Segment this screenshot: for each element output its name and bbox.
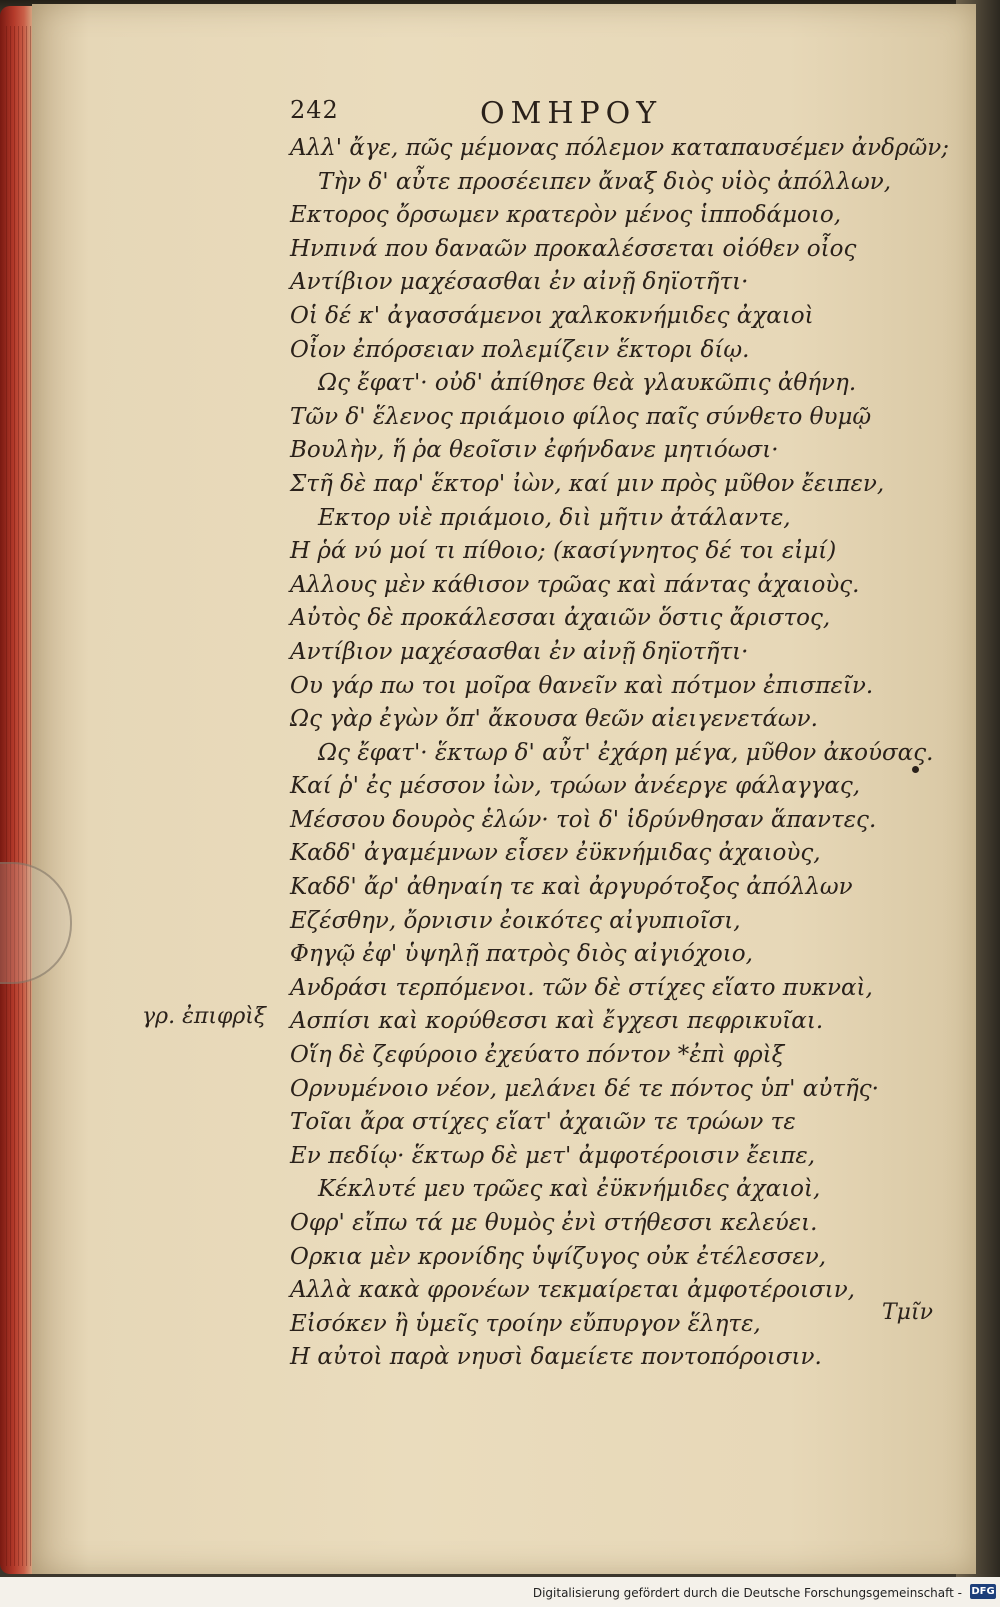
- verse-line: Αντίβιον μαχέσασθαι ἐν αἰνῇ δηϊοτῆτι·: [290, 638, 749, 665]
- verse-line: Οφρ' εἴπω τά με θυμὸς ἐνὶ στήθεσσι κελεύει.: [290, 1210, 818, 1236]
- verse-line: Ως ἔφατ'· ἕκτωρ δ' αὖτ' ἐχάρη μέγα, μῦθον ἀκούσας.: [318, 739, 934, 766]
- verse-line: Ανδράσι τερπόμενοι. τῶν δὲ στίχες εἵατο πυκναὶ,: [290, 974, 873, 1001]
- verse-line: Η ῥά νύ μοί τι πίθοιο; (κασίγνητος δέ τοι εἰμί): [290, 538, 837, 565]
- verse-line: Οἵη δὲ ζεφύροιο ἐχεύατο πόντον *ἐπὶ φρὶξ: [290, 1042, 785, 1069]
- verse-line: Κέκλυτέ μευ τρῶες καὶ ἐϋκνήμιδες ἀχαιοὶ,: [318, 1176, 821, 1203]
- verse-line: Οἶον ἐπόρσειαν πολεμίζειν ἕκτορι δίῳ.: [290, 336, 750, 363]
- page-number: 242: [290, 96, 339, 124]
- verse-line: Μέσσου δουρὸς ἑλών· τοὶ δ' ἱδρύνθησαν ἅπαντες.: [290, 806, 877, 833]
- verse-line: Εζέσθην, ὄρνισιν ἐοικότες αἰγυπιοῖσι,: [290, 907, 741, 934]
- page-edge-lines: [6, 26, 32, 1566]
- verse-line: Φηγῷ ἐφ' ὑψηλῇ πατρὸς διὸς αἰγιόχοιο,: [290, 941, 753, 968]
- verse-line: Αλλὰ κακὰ φρονέων τεκμαίρεται ἀμφοτέροισιν,: [290, 1277, 855, 1304]
- running-head: ΟΜΗΡΟΥ: [480, 96, 663, 131]
- verse-line: Τῶν δ' ἕλενος πριάμοιο φίλος παῖς σύνθετο θυμῷ: [290, 403, 872, 430]
- verse-line: Ηνπινά που δαναῶν προκαλέσσεται οἰόθεν οἶος: [290, 235, 857, 262]
- page-header: [290, 96, 810, 136]
- verse-line: Βουλὴν, ἥ ῥα θεοῖσιν ἐφήνδανε μητιόωσι·: [290, 437, 779, 464]
- footer-credit: Digitalisierung gefördert durch die Deutsche Forschungsgemeinschaft -: [532, 1586, 962, 1600]
- verse-line: Εκτορος ὄρσωμεν κρατερὸν μένος ἱπποδάμοιο,: [290, 202, 842, 229]
- verse-line: Ορκια μὲν κρονίδης ὑψίζυγος οὐκ ἐτέλεσσεν,: [290, 1243, 827, 1270]
- verse-line: Στῆ δὲ παρ' ἕκτορ' ἰὼν, καί μιν πρὸς μῦθον ἔειπεν,: [290, 470, 885, 497]
- verse-line: Αλλους μὲν κάθισον τρῶας καὶ πάντας ἀχαιοὺς.: [290, 571, 860, 598]
- verse-line: Εκτορ υἱὲ πριάμοιο, διὶ μῆτιν ἀτάλαντε,: [318, 504, 791, 531]
- verse-line: Αντίβιον μαχέσασθαι ἐν αἰνῇ δηϊοτῆτι·: [290, 269, 749, 296]
- verse-line: Οἱ δέ κ' ἀγασσάμενοι χαλκοκνήμιδες ἀχαιοὶ: [290, 302, 814, 329]
- verse-line: Ως γὰρ ἐγὼν ὄπ' ἄκουσα θεῶν αἰειγενετάων.: [290, 706, 818, 733]
- catchword: Τμῖν: [882, 1300, 933, 1325]
- verse-line: Ασπίσι καὶ κορύθεσσι καὶ ἔγχεσι πεφρικυῖαι.: [290, 1008, 824, 1035]
- verse-line: Αὐτὸς δὲ προκάλεσσαι ἀχαιῶν ὅστις ἄριστος,: [290, 605, 831, 632]
- verse-line: Ορνυμένοιο νέον, μελάνει δέ τε πόντος ὑπ' αὐτῆς·: [290, 1075, 879, 1102]
- verse-text: [290, 132, 949, 1375]
- verse-line: Η αὐτοὶ παρὰ νηυσὶ δαμείετε ποντοπόροισιν.: [290, 1344, 822, 1371]
- verse-line: Ου γάρ πω τοι μοῖρα θανεῖν καὶ πότμον ἐπισπεῖν.: [290, 672, 874, 699]
- verse-line: Αλλ' ἄγε, πῶς μέμονας πόλεμον καταπαυσέμεν ἀνδρῶν;: [290, 135, 949, 161]
- dfg-logo-icon: DFG: [971, 1586, 995, 1597]
- verse-line: Καδδ' ἀγαμέμνων εἷσεν ἐϋκνήμιδας ἀχαιοὺς,: [290, 840, 821, 867]
- verse-line: Ως ἔφατ'· οὐδ' ἀπίθησε θεὰ γλαυκῶπις ἀθήνη.: [318, 370, 857, 397]
- verse-line: Καδδ' ἄρ' ἀθηναίη τε καὶ ἀργυρότοξος ἀπόλλων: [290, 874, 853, 901]
- margin-note: γρ. ἐπιφρὶξ: [142, 1004, 267, 1029]
- verse-line: Τὴν δ' αὖτε προσέειπεν ἄναξ διὸς υἱὸς ἀπόλλων,: [318, 168, 892, 195]
- verse-line: Εἰσόκεν ἢ ὑμεῖς τροίην εὔπυργον ἕλητε,: [290, 1310, 761, 1337]
- verse-line: Εν πεδίῳ· ἕκτωρ δὲ μετ' ἀμφοτέροισιν ἔειπε,: [290, 1142, 816, 1169]
- verse-line: Καί ῥ' ἐς μέσσον ἰὼν, τρώων ἀνέεργε φάλαγγας,: [290, 773, 861, 800]
- ink-mark: [912, 766, 919, 773]
- verse-line: Τοῖαι ἄρα στίχες εἵατ' ἀχαιῶν τε τρώων τε: [290, 1109, 796, 1136]
